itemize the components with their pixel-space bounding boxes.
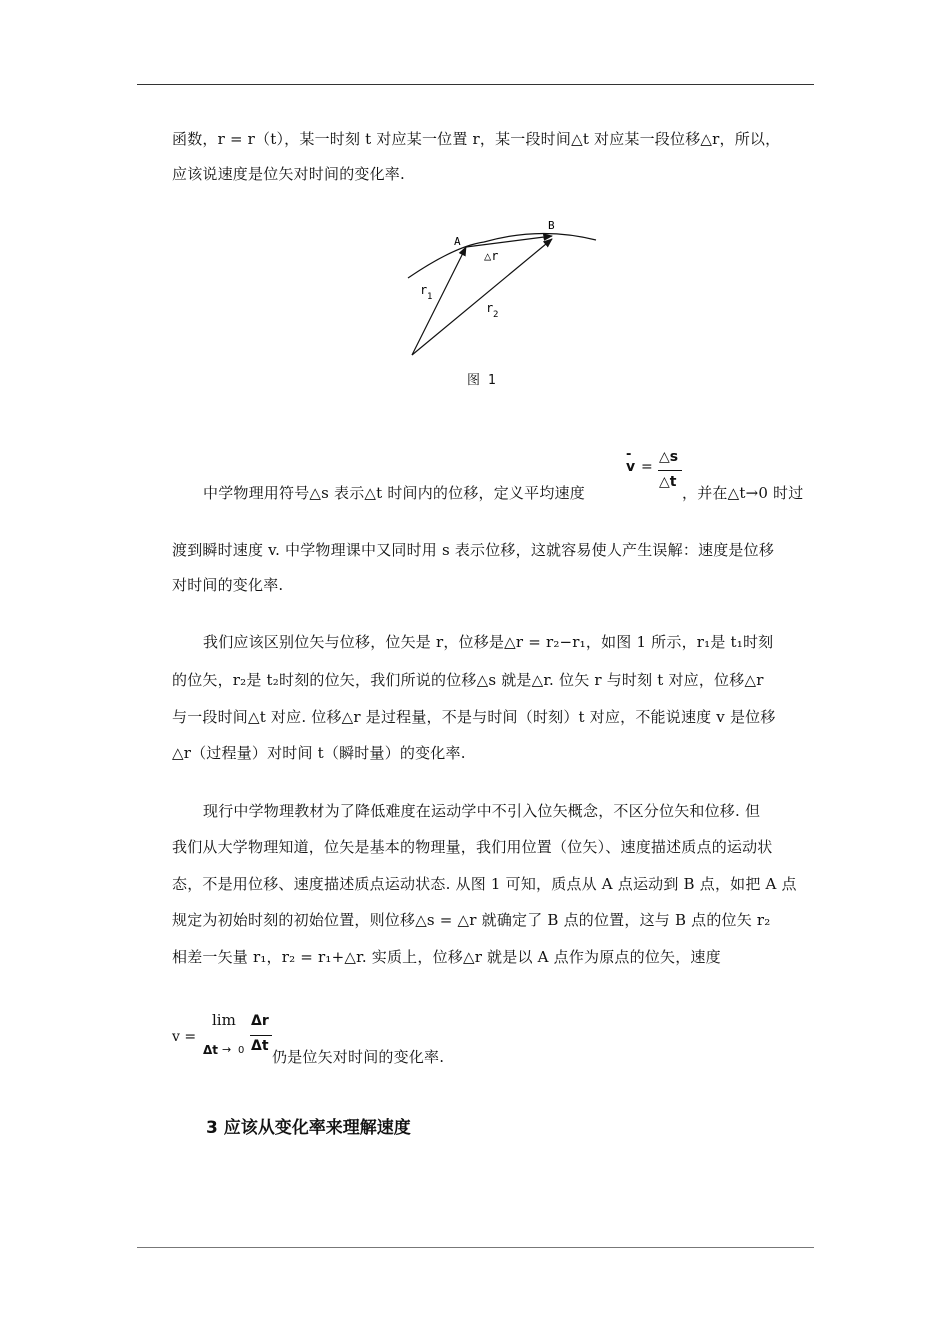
- para4-line3: 态，不是用位移、速度描述质点运动状态. 从图 1 可知，质点从 A 点运动到 B 点，如把 A 点: [172, 875, 797, 893]
- label-r2-sub: 2: [493, 310, 499, 320]
- footer-rule: [137, 1247, 814, 1248]
- formula-v: v: [626, 459, 636, 475]
- formula-denominator: △t: [659, 474, 677, 490]
- para2-line1-after: ，并在△t→0 时过: [682, 484, 804, 502]
- limit-fraction-bar: [250, 1035, 272, 1036]
- para3-line4: △r（过程量）对时间 t（瞬时量）的变化率.: [172, 744, 466, 762]
- vector-delta-r: [466, 236, 552, 247]
- para1-line1: 函数，r = r（t），某一时刻 t 对应某一位置 r，某一段时间△t 对应某一段位移△r，所以，: [172, 130, 781, 148]
- para2-line1-before: 中学物理用符号△s 表示△t 时间内的位移，定义平均速度: [203, 484, 585, 502]
- label-b: B: [548, 219, 555, 232]
- limit-denominator: Δt: [251, 1038, 269, 1054]
- formula-bar: -: [626, 447, 632, 462]
- trajectory-curve: [408, 233, 596, 278]
- formula-eq: =: [641, 459, 653, 475]
- para4-line5: 相差一矢量 r₁，r₂ = r₁+△r. 实质上，位移△r 就是以 A 点作为原点的位矢，速度: [172, 948, 721, 966]
- para1-line2: 应该说速度是位矢对时间的变化率.: [172, 165, 405, 183]
- label-a: A: [454, 235, 461, 248]
- label-delta-r: △r: [484, 249, 499, 263]
- limit-sub-arrow: →: [222, 1043, 232, 1056]
- figure-caption: 图 1: [467, 373, 496, 388]
- section-title: 应该从变化率来理解速度: [223, 1118, 411, 1138]
- section-number: 3: [206, 1118, 218, 1138]
- section-heading: [206, 1113, 411, 1138]
- vector-r1: [412, 247, 466, 355]
- para4-line4: 规定为初始时刻的初始位置，则位移△s = △r 就确定了 B 点的位置，这与 B 点的位矢 r₂: [172, 911, 771, 929]
- limit-sub-zero: 0: [238, 1045, 245, 1056]
- para4-line1: 现行中学物理教材为了降低难度在运动学中不引入位矢概念，不区分位矢和位移. 但: [203, 802, 761, 820]
- para2-line2: 渡到瞬时速度 v. 中学物理课中又同时用 s 表示位移，这就容易使人产生误解：速度是位移: [172, 541, 775, 559]
- formula-fraction-bar: [658, 470, 682, 471]
- header-rule: [137, 84, 814, 85]
- limit-formula-lim: lim: [212, 1011, 236, 1029]
- formula-numerator: △s: [659, 449, 679, 465]
- para4-line2: 我们从大学物理知道，位矢是基本的物理量，我们用位置（位矢）、速度描述质点的运动状: [172, 838, 773, 856]
- limit-numerator: Δr: [251, 1013, 269, 1029]
- vector-r2: [412, 239, 552, 355]
- label-r1: r: [420, 283, 428, 297]
- para3-line3: 与一段时间△t 对应. 位移△r 是过程量，不是与时间（时刻）t 对应，不能说速度 v 是位移: [172, 708, 776, 726]
- label-r2: r: [486, 301, 494, 315]
- label-r1-sub: 1: [427, 292, 433, 302]
- para5-text: 仍是位矢对时间的变化率.: [272, 1048, 445, 1066]
- para3-line2: 的位矢，r₂是 t₂时刻的位矢，我们所说的位移△s 就是△r. 位矢 r 与时刻 t 对应，位移△r: [172, 671, 764, 689]
- limit-formula-lhs: v =: [172, 1029, 197, 1045]
- para2-line3: 对时间的变化率.: [172, 576, 284, 594]
- para3-line1: 我们应该区别位矢与位移，位矢是 r，位移是△r = r₂−r₁，如图 1 所示，r₁是 t₁时刻: [203, 633, 774, 651]
- figure-1: [400, 212, 605, 372]
- vector-diagram: [400, 212, 605, 372]
- limit-sub-dt: Δt: [203, 1043, 219, 1057]
